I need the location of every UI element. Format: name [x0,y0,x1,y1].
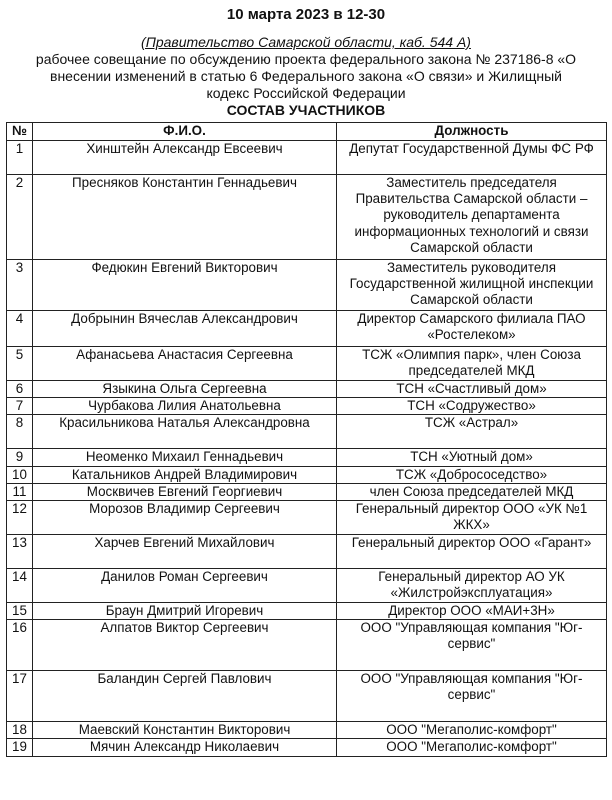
table-row [7,569,607,603]
table-row [7,535,607,569]
participant-position: ТСН «Содружество» [337,398,607,415]
row-number: 8 [7,415,33,449]
table-row [7,141,607,175]
participant-position: ТСЖ «Добрососедство» [337,466,607,483]
participants-table-body [7,141,607,757]
participant-name: Добрынин Вячеслав Александрович [33,311,337,347]
participant-name: Харчев Евгений Михайлович [33,535,337,569]
row-number: 7 [7,398,33,415]
participant-name: Данилов Роман Сергеевич [33,569,337,603]
participant-name: Мячин Александр Николаевич [33,739,337,756]
row-number: 15 [7,603,33,620]
row-number: 4 [7,311,33,347]
participant-position: ТСН «Уютный дом» [337,449,607,466]
column-header-number: № [7,123,33,141]
participant-position: ООО "Мегаполис-комфорт" [337,722,607,739]
participant-position: Заместитель руководителя Государственной жилищной инспекции Самарской области [337,260,607,311]
table-row [7,347,607,381]
participant-position: ТСН «Счастливый дом» [337,381,607,398]
meeting-date: 10 марта 2023 в 12-30 [226,6,386,23]
participant-position: Генеральный директор ООО «Гарант» [337,535,607,569]
row-number: 11 [7,483,33,500]
participant-position: Генеральный директор АО УК «Жилстройэксплуатация» [337,569,607,603]
participant-position: ООО "Мегаполис-комфорт" [337,739,607,756]
participant-name: Чурбакова Лилия Анатольевна [33,398,337,415]
participant-name: Москвичев Евгений Георгиевич [33,483,337,500]
meeting-location: (Правительство Самарской области, каб. 544 А) [141,34,471,50]
table-row [7,671,607,722]
table-row [7,398,607,415]
column-header-position: Должность [337,123,607,141]
participant-position: Заместитель председателя Правительства Самарской области – руководитель департамента информационных технологий и связи Самарской области [337,175,607,260]
table-row [7,381,607,398]
participant-name: Красильникова Наталья Александровна [33,415,337,449]
participant-name: Морозов Владимир Сергеевич [33,501,337,535]
participant-name: Браун Дмитрий Игоревич [33,603,337,620]
row-number: 12 [7,501,33,535]
participant-name: Катальников Андрей Владимирович [33,466,337,483]
table-row [7,501,607,535]
participant-position: Директор ООО «МАИ+3Н» [337,603,607,620]
table-row [7,449,607,466]
participant-name: Языкина Ольга Сергеевна [33,381,337,398]
row-number: 18 [7,722,33,739]
participant-name: Афанасьева Анастасия Сергеевна [33,347,337,381]
table-header-row [7,123,607,141]
participant-position: ООО "Управляющая компания "Юг-сервис" [337,620,607,671]
row-number: 16 [7,620,33,671]
participants-table [6,122,607,757]
participant-name: Хинштейн Александр Евсеевич [33,141,337,175]
row-number: 6 [7,381,33,398]
table-row [7,311,607,347]
participant-position: член Союза председателей МКД [337,483,607,500]
document-header [6,6,606,119]
participant-name: Федюкин Евгений Викторович [33,260,337,311]
column-header-name: Ф.И.О. [33,123,337,141]
row-number: 14 [7,569,33,603]
row-number: 2 [7,175,33,260]
row-number: 5 [7,347,33,381]
table-row [7,620,607,671]
table-row [7,722,607,739]
row-number: 17 [7,671,33,722]
row-number: 9 [7,449,33,466]
participant-position: Генеральный директор ООО «УК №1 ЖКХ» [337,501,607,535]
participant-name: Пресняков Константин Геннадьевич [33,175,337,260]
participant-position: ТСЖ «Олимпия парк», член Союза председателей МКД [337,347,607,381]
table-row [7,260,607,311]
participant-name: Алпатов Виктор Сергеевич [33,620,337,671]
table-row [7,483,607,500]
row-number: 1 [7,141,33,175]
table-row [7,415,607,449]
row-number: 13 [7,535,33,569]
table-row [7,739,607,756]
participants-title: СОСТАВ УЧАСТНИКОВ [226,102,386,118]
participant-name: Неоменко Михаил Геннадьевич [33,449,337,466]
row-number: 19 [7,739,33,756]
participant-position: Директор Самарского филиала ПАО «Ростелеком» [337,311,607,347]
row-number: 10 [7,466,33,483]
participant-name: Баландин Сергей Павлович [33,671,337,722]
table-row [7,466,607,483]
participant-position: ТСЖ «Астрал» [337,415,607,449]
row-number: 3 [7,260,33,311]
meeting-description: рабочее совещание по обсуждению проекта федерального закона № 237186-8 «О внесении изменений в статью 6 Федерального закона «О связи» и Жилищный кодекс Российской Федерации [35,51,577,101]
table-row [7,603,607,620]
table-row [7,175,607,260]
participant-name: Маевский Константин Викторович [33,722,337,739]
participant-position: Депутат Государственной Думы ФС РФ [337,141,607,175]
participant-position: ООО "Управляющая компания "Юг-сервис" [337,671,607,722]
